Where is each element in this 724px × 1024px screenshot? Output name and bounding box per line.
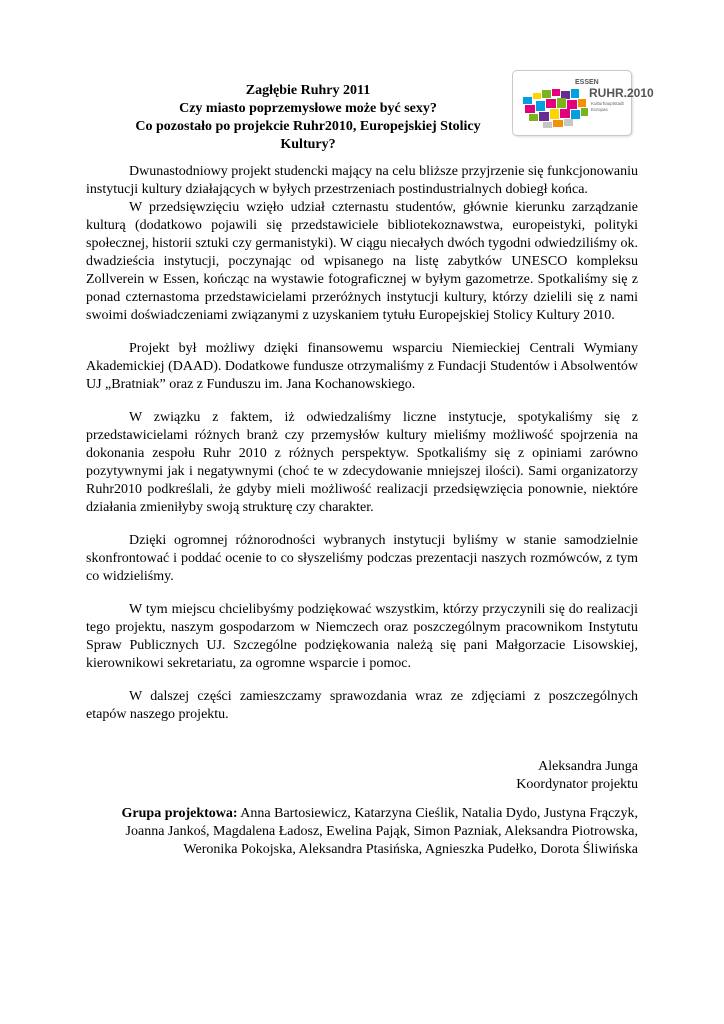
logo-tile xyxy=(550,109,559,119)
team-line-1 xyxy=(86,805,638,823)
ruhr2010-logo-graphic xyxy=(513,71,654,135)
ruhr2010-logo xyxy=(512,70,654,136)
logo-mosaic xyxy=(523,89,588,128)
team-members-1: Anna Bartosiewicz, Katarzyna Cieślik, Natalia Dydo, Justyna Frączyk, xyxy=(240,806,638,821)
logo-tagline-2: Europas xyxy=(591,107,608,112)
team-members-3: Weronika Pokojska, Aleksandra Ptasińska, Agnieszka Pudełko, Dorota Śliwińska xyxy=(183,842,638,857)
paragraph-perspectives: W związku z faktem, iż odwiedzaliśmy liczne instytucje, spotykaliśmy się z przedstawicielami różnych branż czy przemysłów kultury mieliśmy możliwość spojrzenia na dokonania zespołu Ruhr 2010 z różnych perspektyw. Spotkaliśmy się z opiniami zarówno pozytywnymi jak i negatywnymi (choć te w zdecydowanie mniejszej ilości). Sami organizatorzy Ruhr2010 podkreślali, że gdyby mieli możliwość realizacji przedsięwzięcia ponownie, niektóre działania zmieniłyby swoją strukturę czy charakter. xyxy=(86,410,638,515)
logo-tile xyxy=(533,93,541,99)
logo-tagline-1: Kulturhauptstadt xyxy=(591,101,624,106)
logo-tile xyxy=(560,109,570,118)
paragraph-outro: W dalszej części zamieszczamy sprawozdania wraz ze zdjęciami z poszczególnych etapów naszego projektu. xyxy=(86,689,638,722)
logo-tile xyxy=(567,100,577,109)
signature-role: Koordynator projektu xyxy=(516,777,638,792)
title-line-4: Kultury? xyxy=(280,137,336,152)
team-label: Grupa projektowa: xyxy=(121,806,238,821)
logo-tile xyxy=(557,98,566,108)
project-team xyxy=(86,805,638,859)
logo-tile xyxy=(571,110,580,119)
logo-tile xyxy=(525,105,535,113)
title-line-2: Czy miasto poprzemysłowe może być sexy? xyxy=(179,101,437,116)
signature-block xyxy=(86,758,638,794)
title-line-3: Co pozostało po projekcie Ruhr2010, Europejskiej Stolicy xyxy=(135,119,481,134)
logo-tile xyxy=(581,108,588,116)
document-title xyxy=(86,82,530,154)
paragraph-diversity: Dzięki ogromnej różnorodności wybranych instytucji byliśmy w stanie samodzielnie skonfrontować i poddać ocenie to co słyszeliśmy podczas prezentacji naszych rozmówców, z tym co widzieliśmy. xyxy=(86,533,638,584)
document-body xyxy=(86,163,638,739)
logo-tile xyxy=(542,90,551,98)
logo-tile xyxy=(571,89,579,98)
paragraph-funding: Projekt był możliwy dzięki finansowemu wsparciu Niemieckiej Centrali Wymiany Akademickiej (DAAD). Dodatkowe fundusze otrzymaliśmy z Fundacji Studentów i Absolwentów UJ „Bratniak” oraz z Funduszu im. Jana Kochanowskiego. xyxy=(86,341,638,392)
title-line-1: Zagłębie Ruhry 2011 xyxy=(245,83,371,98)
logo-tile xyxy=(539,112,549,121)
logo-tile xyxy=(523,97,532,104)
paragraph-intro: Dwunastodniowy projekt studencki mający na celu bliższe przyjrzenie się funkcjonowaniu instytucji kultury działających w byłych przestrzeniach postindustrialnych dobiegł końca. xyxy=(86,164,638,197)
logo-tile xyxy=(564,119,573,126)
logo-tile xyxy=(553,120,563,127)
logo-tile xyxy=(543,122,552,128)
paragraph-participants: W przedsięwzięciu wzięło udział czternastu studentów, głównie kierunku zarządzanie kulturą (dodatkowo pojawili się przedstawiciele bibliotekoznawstwa, europeistyki, polityki społecznej, historii sztuki czy germanistyki). W ciągu niecałych dwóch tygodni odwiedziliśmy ok. dwadzieścia instytucji, poczynając od wpisanego na listę zabytków UNESCO kompleksu Zollverein w Essen, kończąc na wystawie fotograficznej w byłym gazometrze. Spotkaliśmy się z ponad czternastoma przedstawicielami przeróżnych instytucji kultury, którzy dzielili się z nami swoimi doświadczeniami związanymi z uzyskaniem tytułu Europejskiej Stolicy Kultury 2010. xyxy=(86,200,638,323)
logo-tile xyxy=(546,99,556,108)
paragraph-thanks: W tym miejscu chcielibyśmy podziękować wszystkim, którzy przyczynili się do realizacji tego projektu, naszym gospodarzom w Niemczech oraz poszczególnym pracownikom Instytutu Spraw Publicznych UJ. Szczególne podziękowania należą się pani Małgorzacie Lisowskiej, kierownikowi sekretariatu, za ogromne wsparcie i pomoc. xyxy=(86,602,638,671)
logo-tile xyxy=(529,114,538,121)
team-members-2: Joanna Jankoś, Magdalena Ładosz, Ewelina Pająk, Simon Pazniak, Aleksandra Piotrowska, xyxy=(125,824,638,839)
logo-tile xyxy=(552,89,560,96)
signature-name: Aleksandra Junga xyxy=(538,759,638,774)
logo-tile xyxy=(578,99,586,107)
logo-name: RUHR.2010 xyxy=(589,86,654,100)
logo-tile xyxy=(561,91,570,99)
logo-city: ESSEN xyxy=(575,79,599,86)
logo-tile xyxy=(536,101,545,111)
